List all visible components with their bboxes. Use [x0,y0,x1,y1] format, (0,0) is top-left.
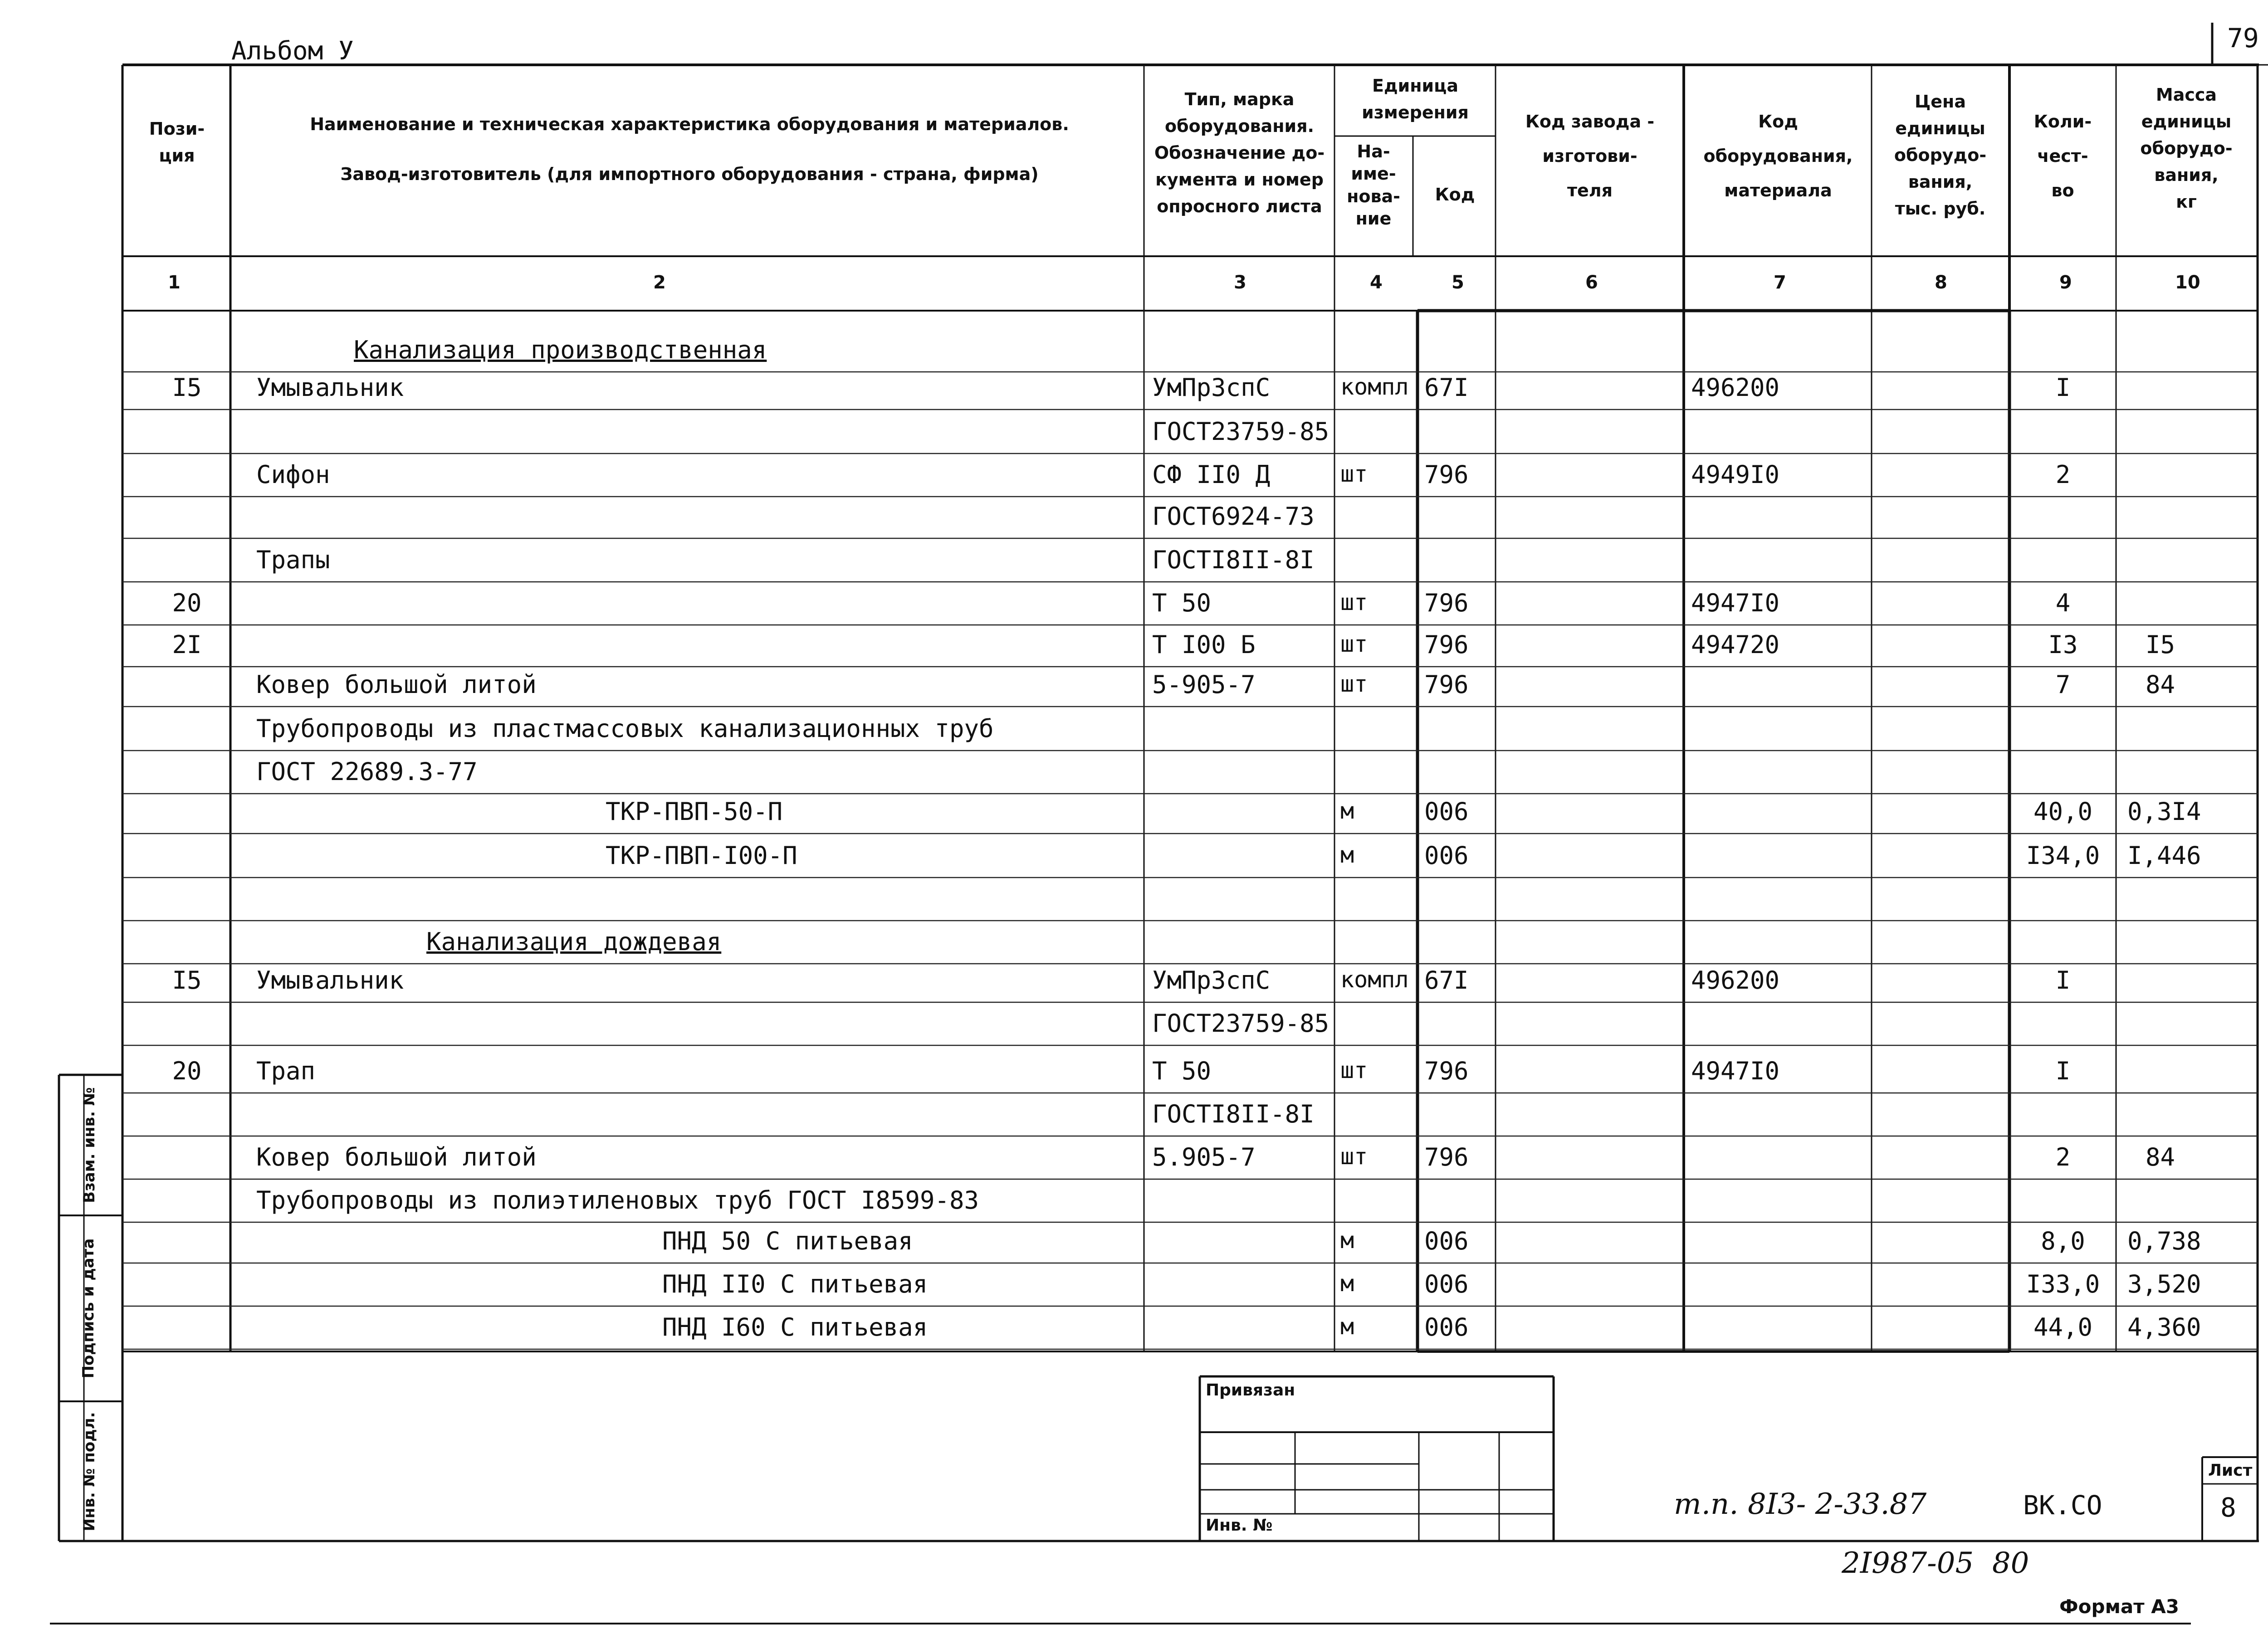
side-label-signature-date: Подпись и дата [79,1238,98,1379]
cell-unit: шт [1340,1143,1368,1170]
cell-code: 796 [1424,1143,1469,1171]
cell-mat: 4947I0 [1691,589,1780,617]
cell-code: 796 [1424,589,1469,617]
cell-name: Умывальник [256,373,404,402]
cell-pos: I5 [172,373,202,402]
cell-qty: I [2055,373,2071,402]
cell-mass: 4,360 [2127,1313,2201,1341]
cell-type: ГОСТ23759-85 [1152,1009,1330,1038]
cell-qty: 8,0 [2041,1227,2085,1255]
cell-unit: шт [1340,461,1368,487]
bottom-number: 2I987-05 80 [1842,1546,2029,1580]
cell-name: Сифон [256,460,330,489]
cell-code: 006 [1424,1227,1469,1255]
cell-type: 5-905-7 [1152,670,1256,699]
cell-qty: 2 [2055,1143,2071,1171]
cell-type: УмПр3спС [1152,966,1271,995]
cell-qty: I [2055,966,2071,995]
album-label: Альбом У [231,36,354,66]
format-label: Формат А3 [2059,1595,2179,1618]
cell-mat: 496200 [1691,373,1780,402]
cell-type: ГОСТI8II-8I [1152,1100,1315,1128]
colnum-6: 6 [1585,272,1598,293]
cell-unit: м [1340,1227,1354,1254]
colnum-4: 4 [1370,272,1383,293]
cell-unit: шт [1340,671,1368,697]
cell-code: 796 [1424,670,1469,699]
cell-qty: I33,0 [2026,1270,2100,1298]
stamp-privyazan: Привязан [1206,1381,1295,1400]
cell-type: Т 50 [1152,589,1212,617]
cell-qty: 2 [2055,460,2071,489]
cell-pos: 20 [172,589,202,617]
cell-type: УмПр3спС [1152,373,1271,402]
cell-code: 796 [1424,1057,1469,1085]
header-unit-name: На- име- нова- ние [1347,141,1400,229]
cell-code: 006 [1424,1313,1469,1341]
header-name-2: Завод-изготовитель (для импортного оборудования - страна, фирма) [340,164,1039,184]
cell-unit: шт [1340,1057,1368,1083]
sheet-label: Лист [2208,1461,2253,1480]
cell-qty: I [2055,1057,2071,1085]
cell-unit: м [1340,798,1354,824]
cell-mass: 84 [2146,670,2175,699]
cell-code: 796 [1424,460,1469,489]
cell-unit: шт [1340,589,1368,615]
cell-mat: 4947I0 [1691,1057,1780,1085]
doc-code: ВК.СО [2023,1490,2102,1521]
cell-code: 796 [1424,630,1469,659]
side-label-replace-inv: Взам. инв. № [80,1087,98,1203]
cell-name: Ковер большой литой [256,1143,537,1171]
header-type: Тип, марка оборудования. Обозначение до- кумента и номер опросного листа [1154,89,1325,216]
cell-qty: 7 [2055,670,2071,699]
cell-unit: м [1340,1270,1354,1297]
cell-unit: компл [1340,374,1409,400]
cell-name: Канализация производственная [354,336,767,364]
cell-code: 67I [1424,966,1469,995]
cell-name: Трапы [256,546,330,574]
sheet-number-top: 79 [2227,23,2259,54]
cell-name: ТКР-ПВП-I00-П [606,841,797,870]
side-label-inv-original: Инв. № подл. [80,1412,98,1532]
cell-type: Т I00 Б [1152,630,1256,659]
cell-name: Трап [256,1057,316,1085]
cell-name: ПНД I60 С питьевая [662,1313,928,1341]
cell-pos: 20 [172,1057,202,1085]
header-price: Цена единицы оборудо- вания, тыс. руб. [1894,92,1987,219]
header-unit-code: Код [1435,185,1475,205]
cell-mass: I,446 [2127,841,2201,870]
stamp-inv-no: Инв. № [1206,1516,1273,1535]
colnum-9: 9 [2059,272,2072,293]
cell-type: ГОСТ23759-85 [1152,417,1330,446]
cell-code: 006 [1424,797,1469,826]
cell-name: Ковер большой литой [256,670,537,699]
cell-mass: 3,520 [2127,1270,2201,1298]
cell-type: Т 50 [1152,1057,1212,1085]
colnum-3: 3 [1234,272,1246,293]
header-unit-group: Единица измерения [1362,76,1469,122]
cell-mass: 0,3I4 [2127,797,2201,826]
sheet-value: 8 [2220,1492,2236,1523]
cell-unit: м [1340,1313,1354,1340]
cell-code: 67I [1424,373,1469,402]
cell-name: ГОСТ 22689.3-77 [256,757,478,786]
header-name-1: Наименование и техническая характеристика оборудования и материалов. [310,114,1069,134]
cell-name: ТКР-ПВП-50-П [606,797,783,826]
cell-mat: 4949I0 [1691,460,1780,489]
colnum-1: 1 [168,272,181,293]
cell-qty: I3 [2048,630,2078,659]
cell-pos: 2I [172,630,202,659]
doc-number: т.п. 8I3- 2-33.87 [1674,1488,1927,1521]
cell-type: СФ II0 Д [1152,460,1271,489]
cell-name: Трубопроводы из пластмассовых канализационных труб [256,714,994,743]
cell-mass: 0,738 [2127,1227,2201,1255]
colnum-7: 7 [1774,272,1786,293]
cell-qty: 40,0 [2033,797,2093,826]
cell-code: 006 [1424,1270,1469,1298]
cell-type: ГОСТ6924-73 [1152,502,1315,531]
cell-unit: м [1340,842,1354,868]
header-material-code: Код оборудования, материала [1703,112,1853,200]
header-mass: Масса единицы оборудо- вания, кг [2140,85,2233,212]
header-quantity: Коли- чест- во [2033,112,2092,200]
cell-name: Канализация дождевая [426,927,722,956]
cell-mat: 496200 [1691,966,1780,995]
cell-name: Трубопроводы из полиэтиленовых труб ГОСТ I8599-83 [256,1186,979,1215]
cell-unit: компл [1340,966,1409,993]
cell-qty: I34,0 [2026,841,2100,870]
cell-name: ПНД II0 С питьевая [662,1270,928,1298]
cell-qty: 4 [2055,589,2071,617]
cell-name: Умывальник [256,966,404,995]
cell-qty: 44,0 [2033,1313,2093,1341]
cell-name: ПНД 50 С питьевая [662,1227,913,1255]
cell-type: 5.905-7 [1152,1143,1256,1171]
colnum-2: 2 [653,272,666,293]
cell-mass: I5 [2146,630,2175,659]
colnum-10: 10 [2175,272,2200,293]
cell-pos: I5 [172,966,202,995]
colnum-5: 5 [1452,272,1464,293]
cell-mass: 84 [2146,1143,2175,1171]
header-plant-code: Код завода - изготови- теля [1525,112,1655,200]
cell-code: 006 [1424,841,1469,870]
header-position: Пози- ция [149,119,205,166]
colnum-8: 8 [1935,272,1947,293]
cell-mat: 494720 [1691,630,1780,659]
cell-type: ГОСТI8II-8I [1152,546,1315,574]
cell-unit: шт [1340,631,1368,657]
